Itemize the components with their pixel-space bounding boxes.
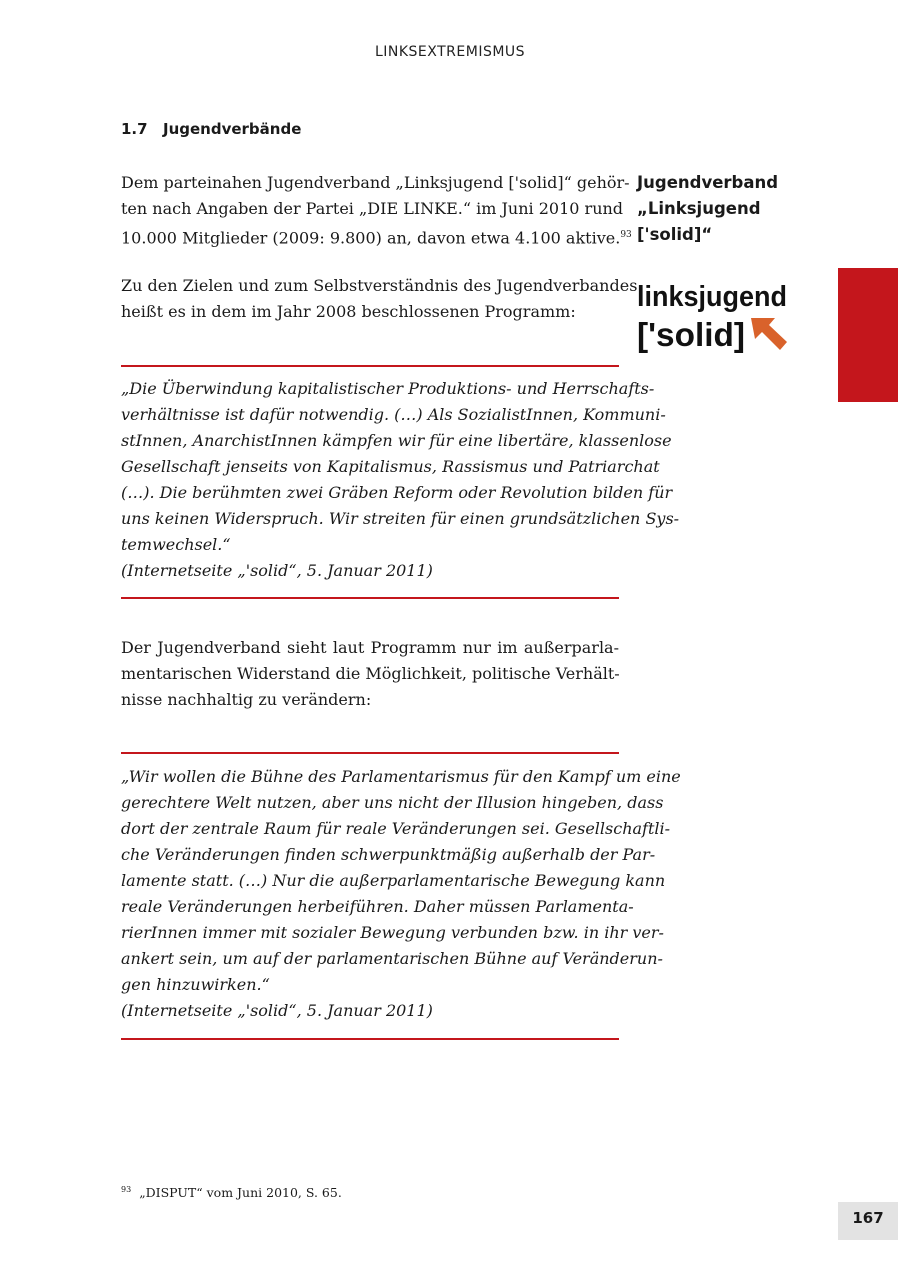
quote-2 (121, 764, 681, 1024)
quote-rule-top (121, 365, 619, 367)
text-line: stInnen, AnarchistInnen kämpfen wir für eine libertäre, klassenlose (121, 431, 672, 450)
section-title: Jugendverbände (163, 120, 302, 138)
running-header: LINKSEXTREMISMUS (374, 44, 526, 60)
text-line: lamente statt. (…) Nur die außerparlamentarische Bewegung kann (121, 871, 666, 890)
text-line: nisse nachhaltig zu verändern: (121, 690, 372, 709)
margin-heading-line: ['solid]“ (637, 225, 713, 244)
linksjugend-solid-logo (637, 280, 797, 355)
chapter-tab (838, 268, 898, 402)
text-line: verhältnisse ist dafür notwendig. (…) Als SozialistInnen, Kommuni- (121, 405, 666, 424)
text-line: mentarischen Widerstand die Möglichkeit, politische Verhält- (121, 664, 620, 683)
margin-heading-line: „Linksjugend (637, 199, 761, 218)
text-line: uns keinen Widerspruch. Wir streiten für einen grundsätzlichen Sys- (121, 509, 680, 528)
text-line: „Wir wollen die Bühne des Parlamentarismus für den Kampf um eine (121, 767, 681, 786)
quote-rule-bottom (121, 597, 619, 599)
margin-heading-line: Jugendverband (637, 173, 779, 192)
text-line: Gesellschaft jenseits von Kapitalismus, Rassismus und Patriarchat (121, 457, 660, 476)
paragraph-2 (121, 273, 638, 325)
quote-rule-bottom (121, 1038, 619, 1040)
paragraph-3 (121, 635, 619, 713)
footnote-number: 93 (121, 1185, 132, 1194)
text-line: gerechtere Welt nutzen, aber uns nicht der Illusion hingeben, dass (121, 793, 664, 812)
text-line: (Internetseite „'solid“, 5. Januar 2011) (121, 1001, 433, 1020)
svg-text:['solid]: ['solid] (637, 316, 745, 353)
text-line: ankert sein, um auf der parlamentarischen Bühne auf Veränderun- (121, 949, 663, 968)
footnote (121, 1185, 342, 1200)
quote-1 (121, 376, 680, 584)
text-line: „Die Überwindung kapitalistischer Produktions- und Herrschafts- (121, 379, 655, 398)
text-line: gen hinzuwirken.“ (121, 975, 270, 994)
section-number: 1.7 (121, 120, 148, 138)
text-line: Dem parteinahen Jugendverband „Linksjugend ['solid]“ gehör- (121, 173, 630, 192)
svg-text:linksjugend: linksjugend (637, 281, 787, 313)
footnote-text: „DISPUT“ vom Juni 2010, S. 65. (139, 1185, 342, 1201)
margin-heading (637, 170, 778, 248)
text-line: heißt es in dem im Jahr 2008 beschlossenen Programm: (121, 302, 576, 321)
text-line: Der Jugendverband sieht laut Programm nur im außerparla- (121, 638, 619, 657)
text-line: Zu den Zielen und zum Selbstverständnis des Jugendverbandes (121, 276, 638, 295)
text-line: che Veränderungen finden schwerpunktmäßig außerhalb der Par- (121, 845, 656, 864)
arrow-icon (751, 318, 787, 350)
text-line: reale Veränderungen herbeiführen. Daher müssen Parlamenta- (121, 897, 634, 916)
text-line: (…). Die berühmten zwei Gräben Reform oder Revolution bilden für (121, 483, 673, 502)
paragraph-1 (121, 170, 632, 248)
text-line: dort der zentrale Raum für reale Veränderungen sei. Gesellschaftli- (121, 819, 671, 838)
text-line: (Internetseite „'solid“, 5. Januar 2011) (121, 561, 433, 580)
page-number: 167 (838, 1202, 898, 1240)
quote-rule-top (121, 752, 619, 754)
text-line: temwechsel.“ (121, 535, 231, 554)
text-line: ten nach Angaben der Partei „DIE LINKE.“ im Juni 2010 rund (121, 199, 624, 218)
footnote-reference[interactable]: 93 (620, 230, 632, 240)
text-line: rierInnen immer mit sozialer Bewegung verbunden bzw. in ihr ver- (121, 923, 664, 942)
section-heading (121, 120, 301, 138)
text-line: 10.000 Mitglieder (2009: 9.800) an, davon etwa 4.100 aktive.$^{93}$ (121, 228, 632, 248)
